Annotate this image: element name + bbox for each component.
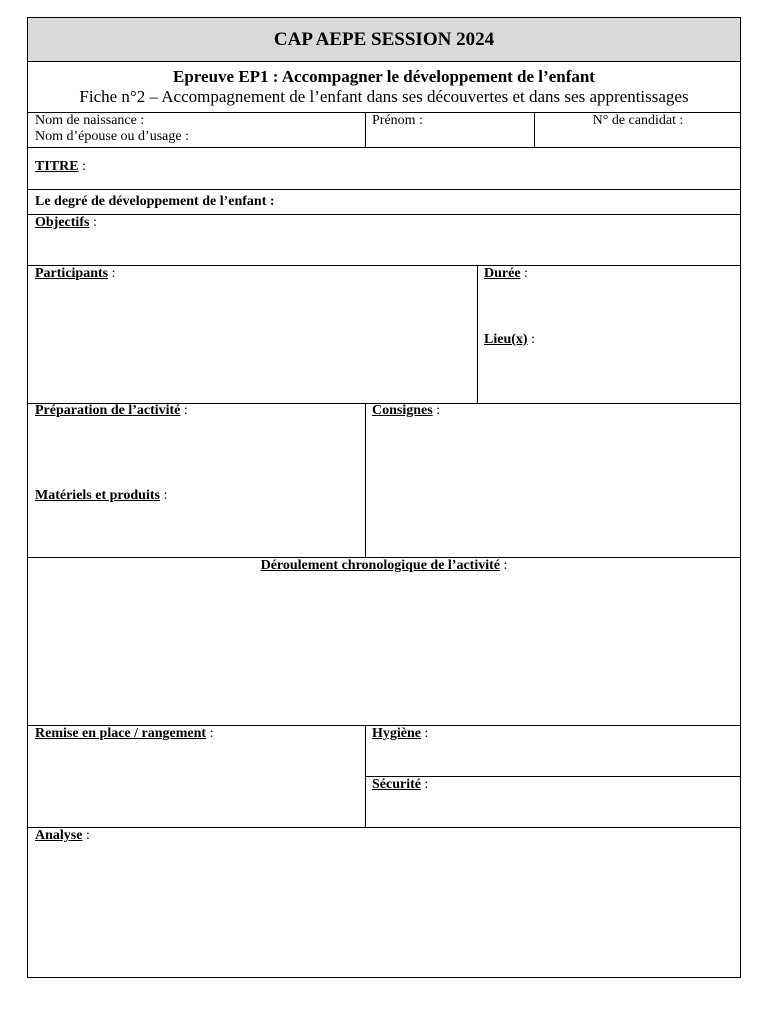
divider [365, 403, 366, 557]
separator: : [82, 828, 90, 843]
separator: : [527, 332, 535, 347]
securite-label: Sécurité [372, 777, 421, 792]
divider [28, 189, 740, 190]
preparation-field[interactable] [35, 403, 188, 419]
objectifs-field[interactable] [35, 215, 97, 231]
separator: : [500, 558, 508, 573]
hygiene-label: Hygiène [372, 726, 421, 741]
preparation-label: Préparation de l’activité [35, 403, 181, 418]
separator: : [108, 266, 116, 281]
divider [477, 265, 478, 403]
lieux-label: Lieu(x) [484, 332, 528, 347]
separator: : [89, 215, 97, 230]
separator: : [78, 159, 86, 174]
birth-name-field[interactable] [35, 113, 189, 145]
divider [28, 827, 740, 828]
analyse-label: Analyse [35, 828, 83, 843]
exam-title: Epreuve EP1 : Accompagner le développement de l’enfant [173, 67, 595, 86]
consignes-label: Consignes [372, 403, 433, 418]
participants-field[interactable] [35, 266, 116, 282]
separator: : [206, 726, 214, 741]
separator: : [180, 403, 188, 418]
separator: : [520, 266, 528, 281]
form-header [28, 18, 740, 61]
objectifs-label: Objectifs [35, 215, 90, 230]
materiels-label: Matériels et produits [35, 488, 160, 503]
participants-label: Participants [35, 266, 109, 281]
materiels-field[interactable] [35, 488, 167, 504]
separator: : [421, 726, 429, 741]
securite-field[interactable] [372, 777, 428, 793]
deroulement-label: Déroulement chronologique de l’activité [260, 558, 500, 573]
remise-label: Remise en place / rangement [35, 726, 207, 741]
hygiene-field[interactable] [372, 726, 428, 742]
separator: : [420, 777, 429, 792]
evaluation-form [27, 17, 741, 978]
titre-label: TITRE [35, 159, 79, 174]
divider [28, 61, 740, 62]
divider [28, 214, 740, 215]
first-name-field[interactable] [372, 113, 423, 129]
separator: : [159, 488, 168, 503]
lieux-field[interactable] [484, 332, 535, 348]
first-name-label: Prénom : [372, 113, 423, 128]
divider [365, 112, 366, 147]
analyse-field[interactable] [35, 828, 90, 844]
birth-name-label: Nom de naissance : [35, 113, 145, 128]
married-name-label: Nom d’épouse ou d’usage : [35, 129, 189, 144]
consignes-field[interactable] [372, 403, 440, 419]
duree-field[interactable] [484, 266, 528, 282]
deroulement-field[interactable] [28, 558, 740, 574]
remise-field[interactable] [35, 726, 213, 742]
candidate-number-label: N° de candidat : [592, 113, 684, 128]
sheet-subtitle: Fiche n°2 – Accompagnement de l’enfant dans ses découvertes et dans ses apprentissages [79, 87, 689, 106]
separator: : [432, 403, 441, 418]
divider [28, 147, 740, 148]
degre-field[interactable] [35, 194, 275, 210]
candidate-number-field[interactable] [534, 113, 742, 129]
degre-label: Le degré de développement de l’enfant : [35, 194, 275, 209]
titre-field[interactable] [35, 159, 86, 175]
duree-label: Durée [484, 266, 521, 281]
form-title: CAP AEPE SESSION 2024 [273, 28, 495, 50]
divider [28, 265, 740, 266]
